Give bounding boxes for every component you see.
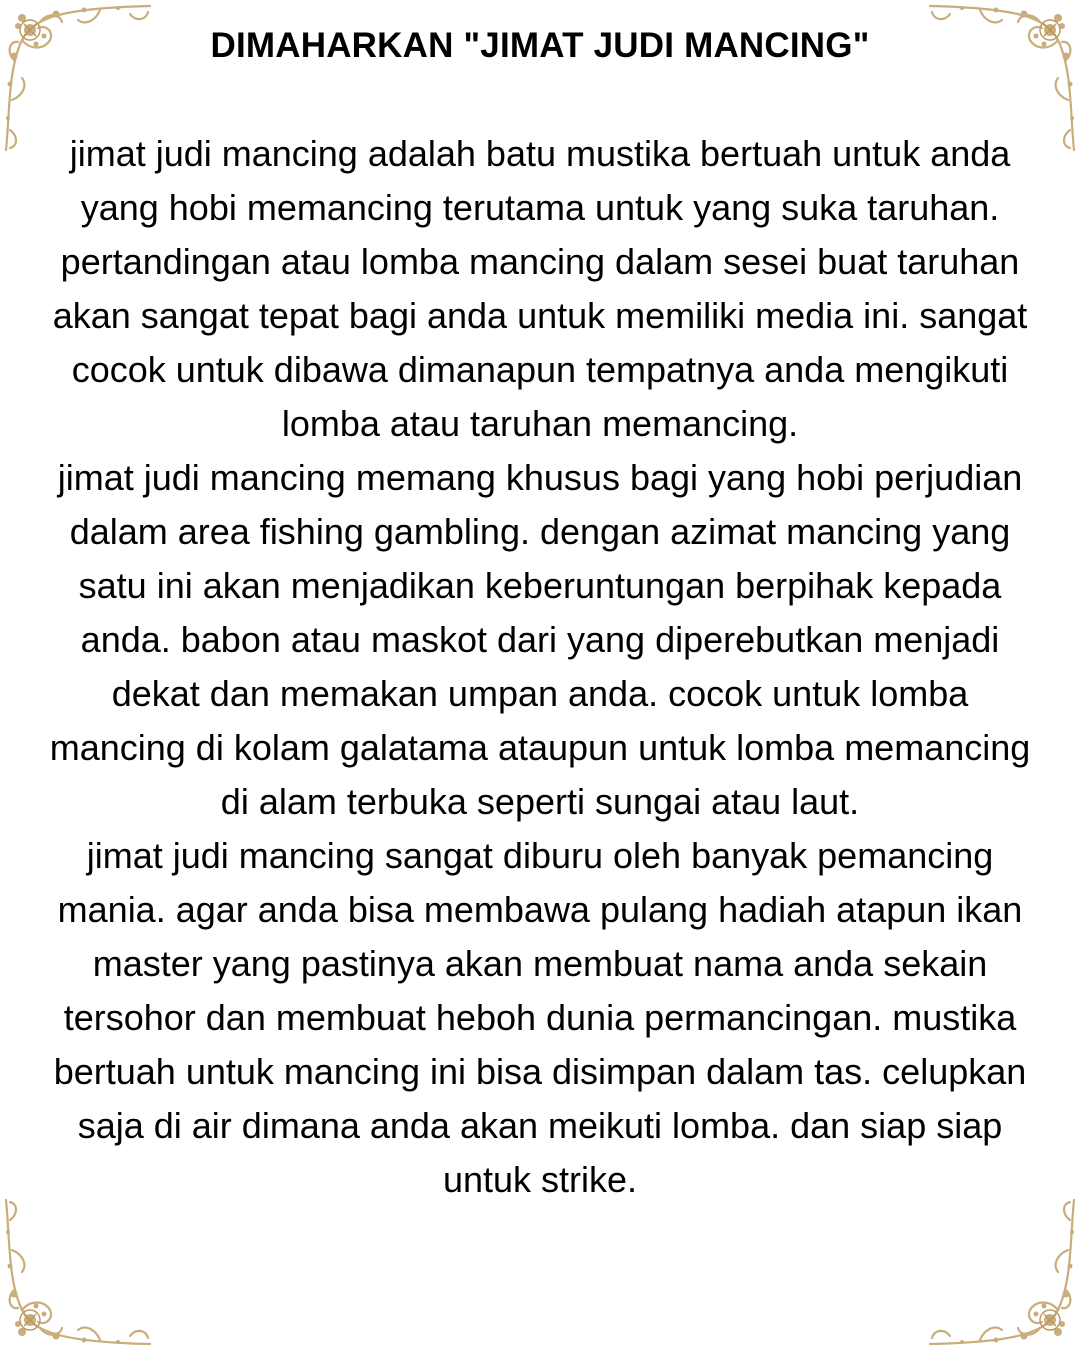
floral-corner-bottom-left-icon [0,1190,160,1350]
floral-corner-bottom-right-icon [920,1190,1080,1350]
article-body [40,127,1040,1207]
paragraph-3: jimat judi mancing sangat diburu oleh banyak pemancing mania. agar anda bisa membawa pulang hadiah atapun ikan master yang pastinya akan membuat nama anda sekain tersohor dan membuat heboh dunia permancingan. mustika bertuah untuk mancing ini bisa disimpan dalam tas. celupkan saja di air dimana anda akan meikuti lomba. dan siap siap untuk strike. [53,835,1027,1200]
page-title: DIMAHARKAN "JIMAT JUDI MANCING" [210,26,870,65]
paragraph-1: jimat judi mancing adalah batu mustika bertuah untuk anda yang hobi memancing terutama untuk yang suka taruhan. pertandingan atau lomba mancing dalam sesei buat taruhan akan sangat tepat bagi anda untuk memiliki media ini. sangat cocok untuk dibawa dimanapun tempatnya anda mengikuti lomba atau taruhan memancing. [52,133,1028,444]
paragraph-2: jimat judi mancing memang khusus bagi yang hobi perjudian dalam area fishing gambling. dengan azimat mancing yang satu ini akan menjadikan keberuntungan berpihak kepada anda. babon atau maskot dari yang diperebutkan menjadi dekat dan memakan umpan anda. cocok untuk lomba mancing di kolam galatama ataupun untuk lomba memancing di alam terbuka seperti sungai atau laut. [49,457,1031,822]
